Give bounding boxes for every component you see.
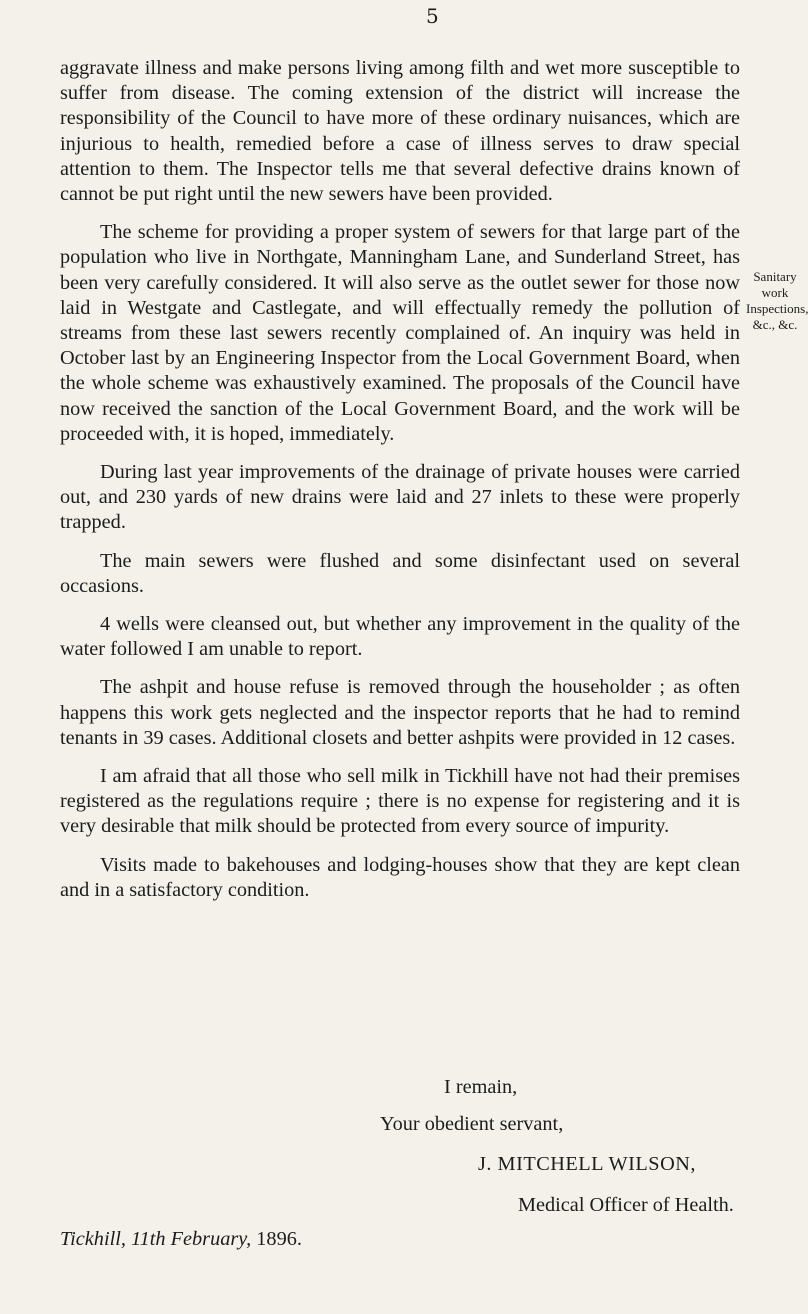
paragraph-milk-registration: I am afraid that all those who sell milk in Tickhill have not had their premises registered as the regulations require ; there is no expense for registering and it is very desirable that milk should be protected from every source of impurity. [60, 765, 740, 838]
closing-servant: Your obedient servant, [380, 1113, 564, 1135]
margin-note-line: &c., &c. [752, 317, 798, 332]
paragraph-filth-nuisances: aggravate illness and make persons living among filth and wet more susceptible to suffer from disease. The coming extension of the district will increase the responsibility of the Council to have more of these ordinary nuisances, which are injurious to health, remedied before a case of illness serves to draw special attention to them. The Inspector tells me that several defective drains known of cannot be put right until the new sewers have been provided. [60, 57, 740, 206]
report-body [60, 56, 740, 916]
date-year: 1896. [256, 1228, 302, 1250]
paragraph-sewers-flushed: The main sewers were flushed and some disinfectant used on several occasions. [60, 549, 740, 597]
paragraph-bakehouses: Visits made to bakehouses and lodging-houses show that they are kept clean and in a satisfactory condition. [60, 853, 740, 901]
paragraph-drainage-improvements: During last year improvements of the drainage of private houses were carried out, and 230 yards of new drains were laid and 27 inlets to these were properly trapped. [60, 461, 740, 534]
signatory-title: Medical Officer of Health. [518, 1194, 734, 1216]
closing-remain: I remain, [444, 1076, 518, 1098]
page-number: 5 [426, 4, 439, 28]
margin-note-line: Inspections, [746, 301, 808, 316]
letter-date [60, 1228, 302, 1251]
signatory-name: J. MITCHELL WILSON, [478, 1153, 696, 1175]
paragraph-wells-cleansed: 4 wells were cleansed out, but whether any improvement in the quality of the water followed I am unable to report. [60, 613, 740, 661]
margin-note-line: Sanitary work [753, 269, 797, 300]
paragraph-sewer-scheme: The scheme for providing a proper system of sewers for that large part of the population who live in Northgate, Manningham Lane, and Sunderland Street, has been very carefully considered. It will also serve as the outlet sewer for those now laid in Westgate and Castlegate, and will effectually remedy the pollution of streams from these last sewers recently complained of. An inquiry was held in October last by an Engineering Inspector from the Local Government Board, when the whole scheme was exhaustively examined. The proposals of the Council have now received the sanction of the Local Government Board, and the work will be proceeded with, it is hoped, immediately. [60, 221, 740, 445]
paragraph-ashpit-refuse: The ashpit and house refuse is removed through the householder ; as often happens this work gets neglected and the inspector reports that he had to remind tenants in 39 cases. Additional closets and better ashpits were provided in 12 cases. [60, 676, 740, 749]
date-month: February, [170, 1228, 252, 1250]
date-day: 11th [131, 1228, 166, 1250]
date-place: Tickhill, [60, 1228, 126, 1250]
margin-note-sanitary-work [746, 269, 808, 333]
